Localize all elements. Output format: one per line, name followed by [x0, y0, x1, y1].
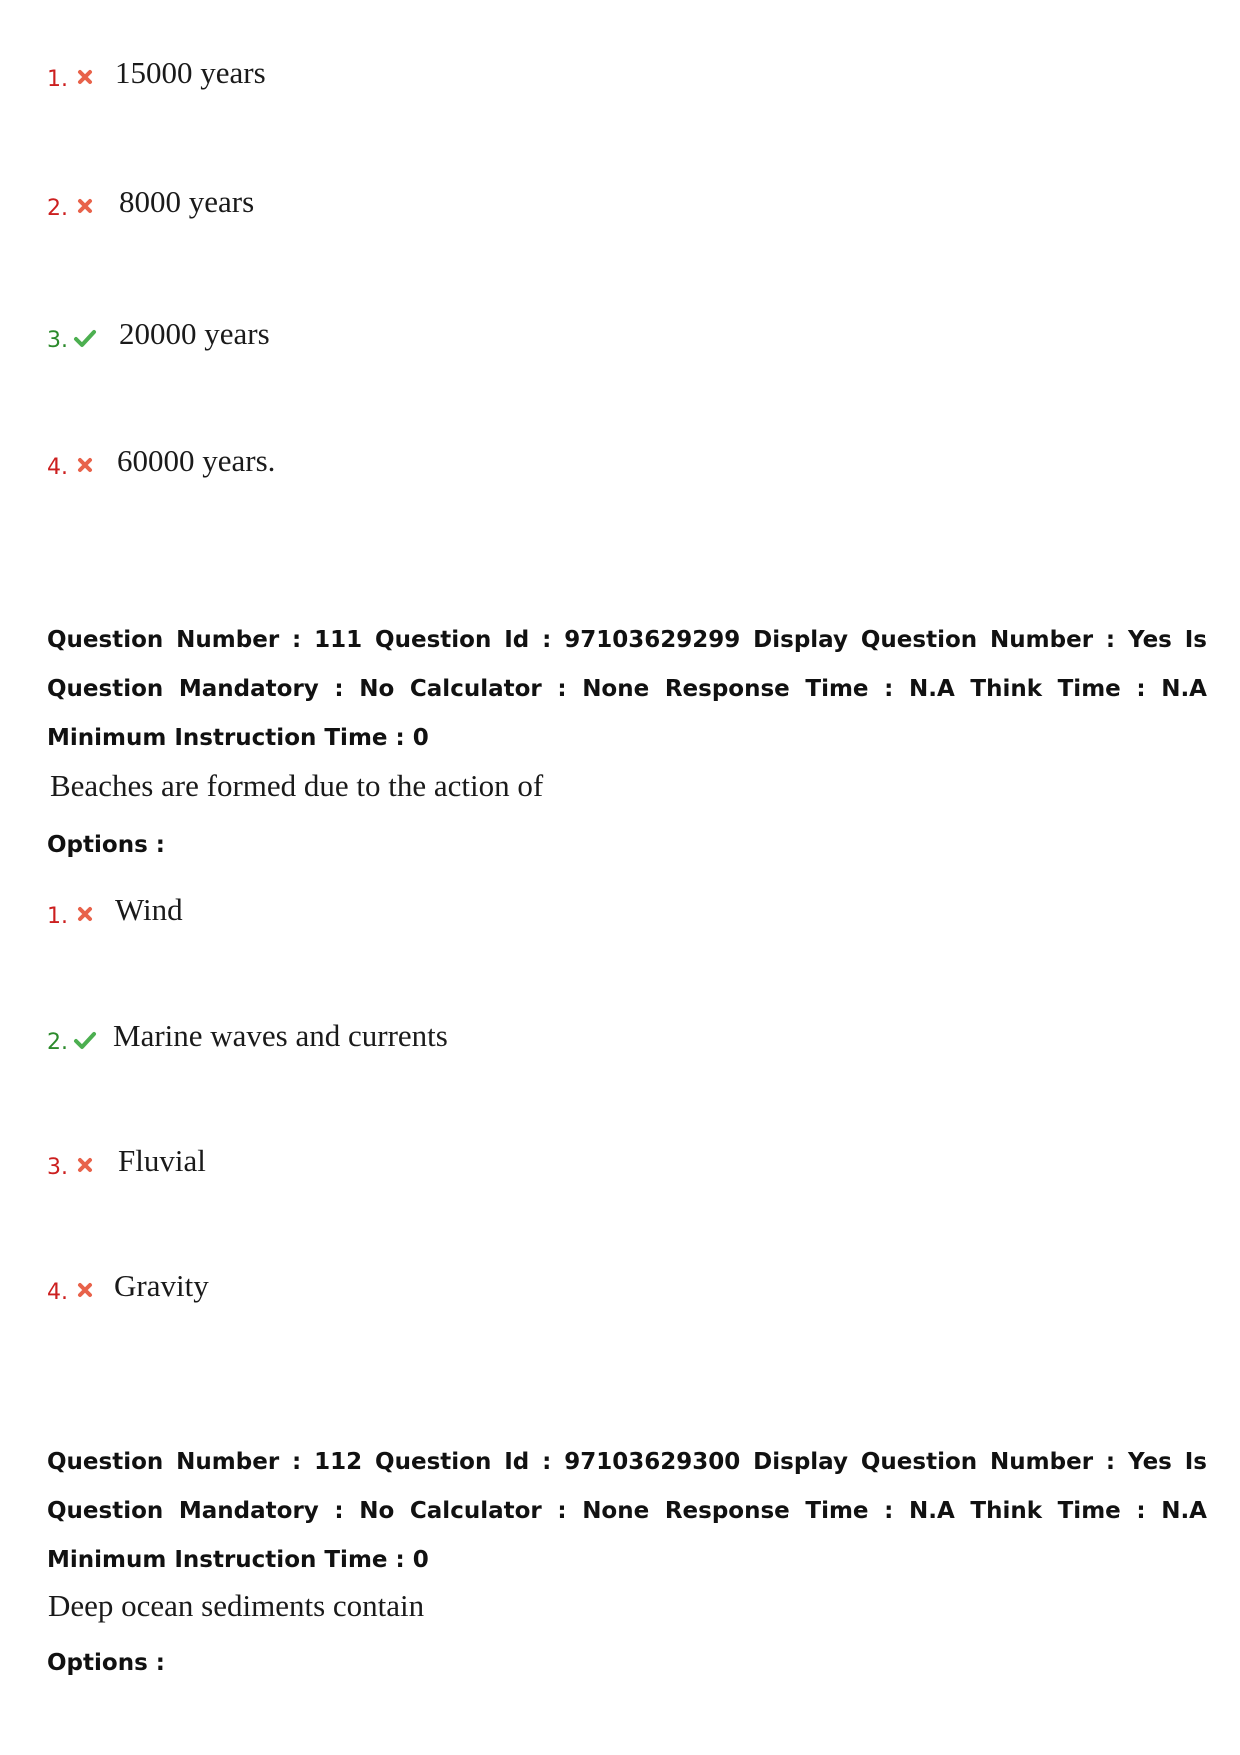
option-number: 1. — [47, 67, 68, 92]
cross-icon — [73, 194, 97, 218]
cross-icon — [73, 65, 97, 89]
option-number: 2. — [47, 196, 68, 221]
option-text: Marine waves and currents — [113, 1018, 448, 1053]
option-text: 8000 years — [119, 184, 255, 219]
options-label: Options : — [47, 1650, 165, 1676]
check-icon — [73, 326, 97, 350]
question-text: Beaches are formed due to the action of — [50, 768, 544, 803]
question-meta: Question Number : 112 Question Id : 97103629300 Display Question Number : Yes Is Question Mandatory : No Calculator : None Response Time : N.A Think Time : N.A Minimum Instruction Time : 0 — [47, 1449, 1207, 1573]
option-number: 1. — [47, 904, 68, 929]
option-text: 60000 years. — [117, 443, 276, 478]
option-text: Gravity — [114, 1268, 209, 1303]
options-label: Options : — [47, 832, 165, 858]
option-number: 3. — [47, 1155, 68, 1180]
cross-icon — [73, 902, 97, 926]
option-number: 4. — [47, 1280, 68, 1305]
option-number: 4. — [47, 455, 68, 480]
cross-icon — [73, 453, 97, 477]
check-icon — [73, 1028, 97, 1052]
cross-icon — [73, 1153, 97, 1177]
question-meta: Question Number : 111 Question Id : 97103629299 Display Question Number : Yes Is Question Mandatory : No Calculator : None Response Time : N.A Think Time : N.A Minimum Instruction Time : 0 — [47, 627, 1207, 751]
option-number: 2. — [47, 1030, 68, 1055]
option-number: 3. — [47, 328, 68, 353]
option-text: 15000 years — [115, 55, 266, 90]
option-text: Wind — [115, 892, 183, 927]
question-text: Deep ocean sediments contain — [48, 1588, 425, 1623]
option-text: 20000 years — [119, 316, 270, 351]
cross-icon — [73, 1278, 97, 1302]
option-text: Fluvial — [118, 1143, 206, 1178]
